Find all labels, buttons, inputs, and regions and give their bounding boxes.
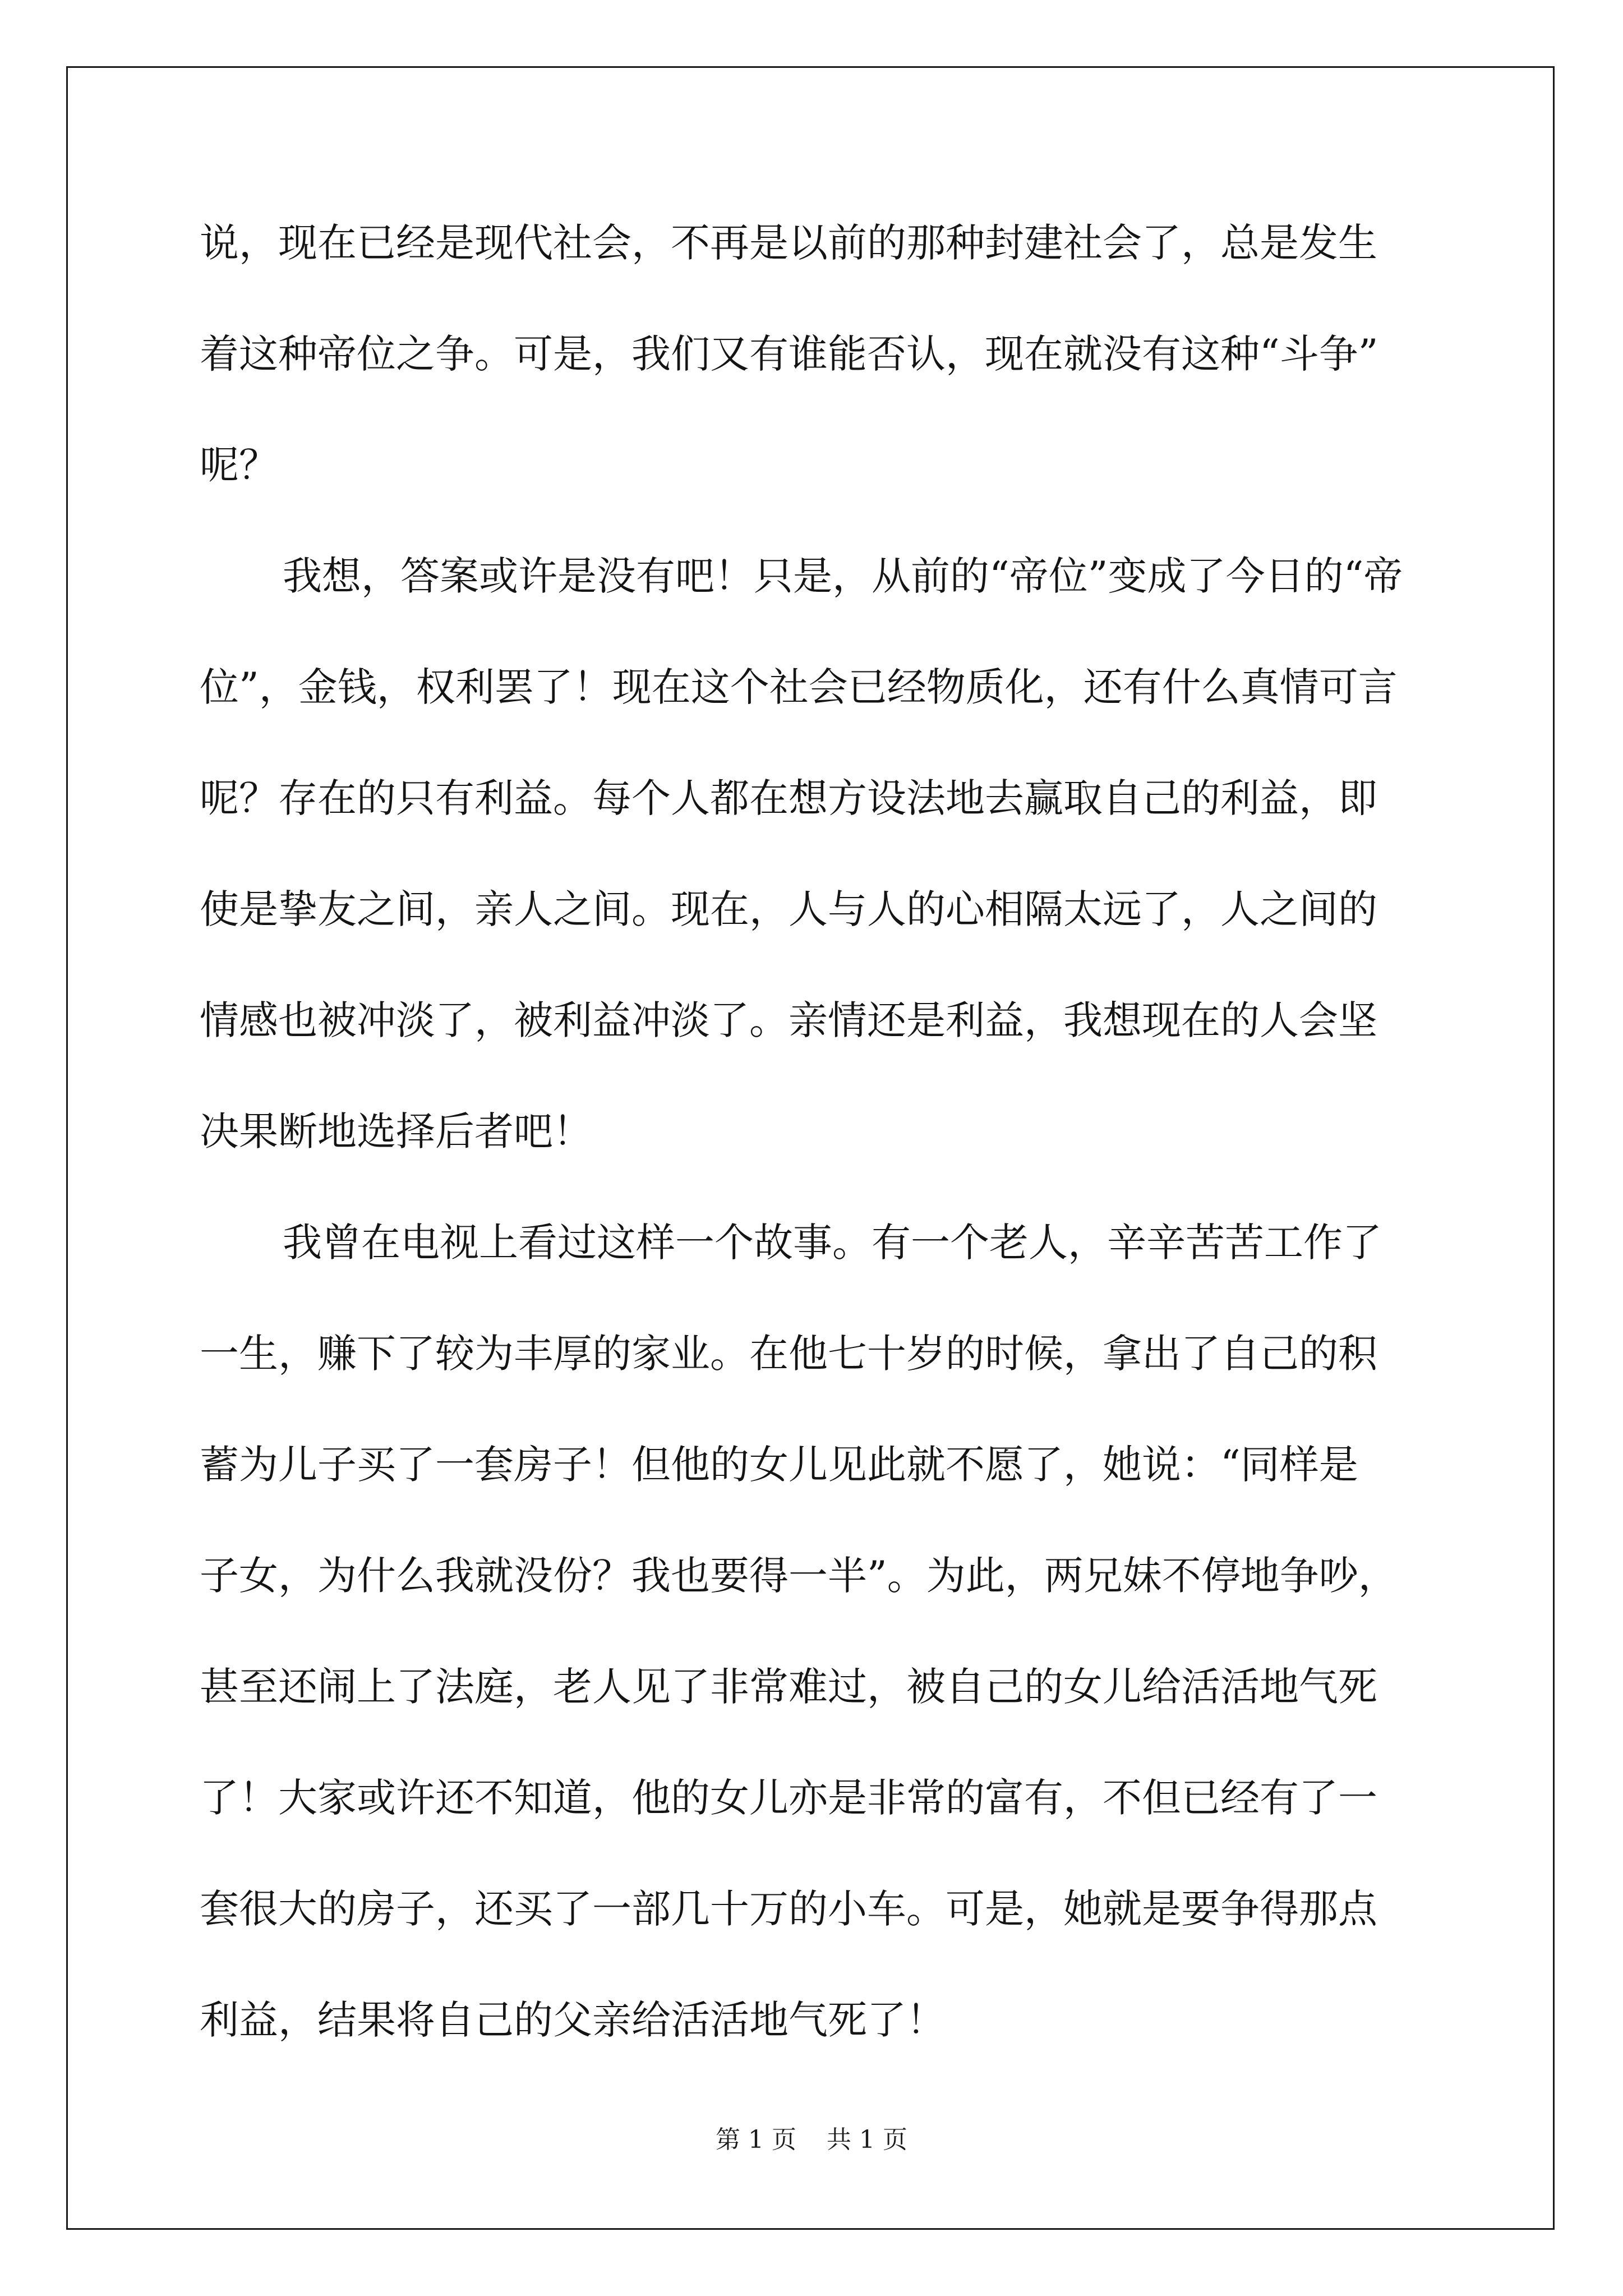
- paragraph-3-line-5: 甚至还闹上了法庭，老人见了非常难过，被自己的女儿给活活地气死: [200, 1664, 1377, 1710]
- paragraph-3-line-3: 蓄为儿子买了一套房子！但他的女儿见此就不愿了，她说：“同样是: [200, 1442, 1358, 1488]
- paragraph-1-line-3: 呢？: [200, 442, 278, 488]
- paragraph-2-line-6: 决果断地选择后者吧！: [200, 1108, 592, 1154]
- paragraph-1-line-2: 着这种帝位之争。可是，我们又有谁能否认，现在就没有这种“斗争”: [200, 331, 1378, 377]
- paragraph-2-line-4: 使是挚友之间，亲人之间。现在，人与人的心相隔太远了，人之间的: [200, 886, 1377, 932]
- paragraph-3-line-1: 我曾在电视上看过这样一个故事。有一个老人，辛辛苦苦工作了: [283, 1220, 1382, 1266]
- paragraph-2-line-1: 我想，答案或许是没有吧！只是，从前的“帝位”变成了今日的“帝: [283, 553, 1403, 599]
- paragraph-1-line-1: 说，现在已经是现代社会，不再是以前的那种封建社会了，总是发生: [200, 220, 1377, 266]
- page-number: 第 1 页: [716, 2125, 796, 2154]
- paragraph-3-line-2: 一生，赚下了较为丰厚的家业。在他七十岁的时候，拿出了自己的积: [200, 1331, 1377, 1377]
- page-total: 共 1 页: [827, 2125, 907, 2154]
- paragraph-3-line-7: 套很大的房子，还买了一部几十万的小车。可是，她就是要争得那点: [200, 1886, 1377, 1932]
- paragraph-3-line-4: 子女，为什么我就没份？我也要得一半”。为此，两兄妹不停地争吵，: [200, 1553, 1398, 1599]
- paragraph-2-line-5: 情感也被冲淡了，被利益冲淡了。亲情还是利益，我想现在的人会坚: [200, 997, 1377, 1043]
- paragraph-2-line-3: 呢？存在的只有利益。每个人都在想方设法地去赢取自己的利益，即: [200, 775, 1377, 821]
- paragraph-3-line-6: 了！大家或许还不知道，他的女儿亦是非常的富有，不但已经有了一: [200, 1775, 1377, 1821]
- paragraph-3-line-8: 利益，结果将自己的父亲给活活地气死了！: [200, 1997, 946, 2043]
- paragraph-2-line-2: 位”，金钱，权利罢了！现在这个社会已经物质化，还有什么真情可言: [200, 664, 1398, 710]
- page-footer: [0, 2123, 1623, 2157]
